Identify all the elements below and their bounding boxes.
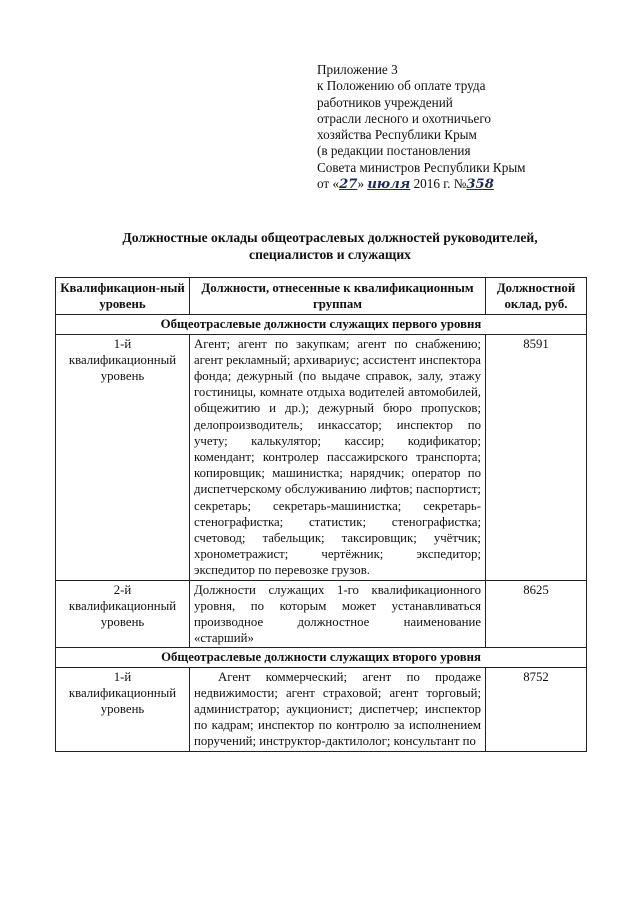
group-row <box>56 648 587 667</box>
cell-level: 1-й квалификационный уровень <box>56 334 190 580</box>
date-month: июля <box>367 177 411 193</box>
cell-level: 1-й квалификационный уровень <box>56 667 190 751</box>
appendix-line: работников учреждений <box>317 94 453 110</box>
date-prefix: от « <box>317 176 340 192</box>
appendix-line: Приложение 3 <box>317 62 398 77</box>
title-line-2: специалистов и служащих <box>249 247 411 262</box>
document-title <box>60 229 600 263</box>
table-row <box>56 580 587 648</box>
header-salary: Должностной оклад, руб. <box>486 278 587 315</box>
appendix-line: хозяйства Республики Крым <box>317 127 477 143</box>
date-separator: » <box>357 176 368 192</box>
cell-positions: Агент коммерческий; агент по продаже недвижимости; агент страховой; агент торговый; администратор; аукционист; диспетчер; инспектор по кадрам; инспектор по контролю за исполнением поручений; инструктор-дактилолог; консультант по <box>190 667 486 751</box>
cell-salary: 8752 <box>486 667 587 751</box>
cell-positions: Агент; агент по закупкам; агент по снабжению; агент рекламный; архивариус; ассистент инспектора фонда; дежурный (по выдаче справок, залу, этажу гостиницы, комнате отдыха водителей автомобилей, общежитию и др.); дежурный бюро пропусков; делопроизводитель; инкассатор; инспектор по учету; калькулятор; кассир; кодификатор; комендант; контролер пассажирского транспорта; копировщик; машинистка; нарядчик; оператор по диспетчерскому обслуживанию лифтов; паспортист; секретарь; секретарь-машинистка; секретарь-стенографистка; статистик; стенографистка; счетовод; табельщик; таксировщик; учётчик; хронометражист; чертёжник; экспедитор; экспедитор по перевозке грузов. <box>190 334 486 580</box>
group-title: Общеотраслевые должности служащих второго уровня <box>56 648 587 667</box>
cell-positions: Должности служащих 1-го квалификационного уровня, по которым может устанавливаться производное должностное наименование «старший» <box>190 580 486 648</box>
appendix-line: (в редакции постановления <box>317 143 471 159</box>
date-day: 27 <box>339 177 358 193</box>
header-positions: Должности, отнесенные к квалификационным группам <box>190 278 486 315</box>
appendix-line: отрасли лесного и охотничьего <box>317 110 491 126</box>
table-row <box>56 667 587 751</box>
appendix-line: к Положению об оплате труда <box>317 78 486 94</box>
table-row <box>56 334 587 580</box>
appendix-line: Совета министров Республики Крым <box>317 159 526 175</box>
cell-salary: 8591 <box>486 334 587 580</box>
group-row <box>56 315 587 334</box>
header-level: Квалификацион-ный уровень <box>56 278 190 315</box>
date-year: 2016 г. № <box>410 176 467 192</box>
cell-salary: 8625 <box>486 580 587 648</box>
date-number: 358 <box>466 177 494 193</box>
table-header-row <box>56 278 587 315</box>
cell-level: 2-й квалификационный уровень <box>56 580 190 648</box>
salary-table <box>55 277 587 752</box>
appendix-date-line <box>317 176 617 193</box>
group-title: Общеотраслевые должности служащих первого уровня <box>56 315 587 334</box>
title-line-1: Должностные оклады общеотраслевых должностей руководителей, <box>122 230 538 245</box>
appendix-block <box>317 62 617 193</box>
